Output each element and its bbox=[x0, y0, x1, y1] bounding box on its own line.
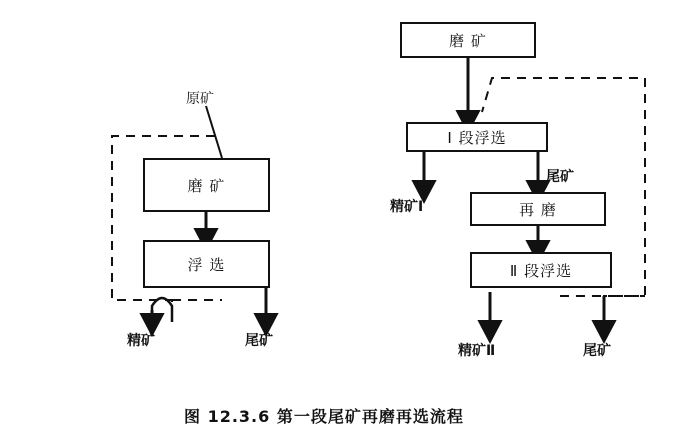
left-flotation-to-concentrate-arrow bbox=[152, 298, 172, 325]
right-label-concentrate-2: 精矿Ⅱ bbox=[458, 343, 496, 359]
right-box-stage2-label: Ⅱ 段浮选 bbox=[509, 261, 573, 280]
right-label-concentrate-1: 精矿Ⅰ bbox=[390, 199, 424, 215]
left-box-flotation-label: 浮 选 bbox=[187, 255, 226, 274]
right-box-grinding-label: 磨 矿 bbox=[449, 31, 487, 50]
left-box-grinding bbox=[143, 158, 270, 212]
left-box-flotation bbox=[143, 240, 270, 288]
right-box-stage2-flotation bbox=[470, 252, 612, 288]
left-box-grinding-label: 磨 矿 bbox=[187, 176, 226, 195]
left-label-tailings: 尾矿 bbox=[245, 333, 273, 349]
left-label-concentrate: 精矿 bbox=[127, 333, 155, 349]
right-label-tailings-2: 尾矿 bbox=[583, 343, 611, 359]
right-label-tailings-1: 尾矿 bbox=[546, 169, 574, 185]
right-box-stage1-flotation bbox=[406, 122, 548, 152]
right-box-stage1-label: Ⅰ 段浮选 bbox=[447, 128, 507, 147]
figure-caption: 图 12.3.6 第一段尾矿再磨再选流程 bbox=[184, 407, 464, 426]
right-box-regrind-label: 再 磨 bbox=[519, 200, 557, 219]
left-ore-feed-line bbox=[206, 106, 222, 158]
right-box-grinding bbox=[400, 22, 536, 58]
left-label-ore: 原矿 bbox=[186, 91, 214, 107]
right-box-regrind bbox=[470, 192, 606, 226]
